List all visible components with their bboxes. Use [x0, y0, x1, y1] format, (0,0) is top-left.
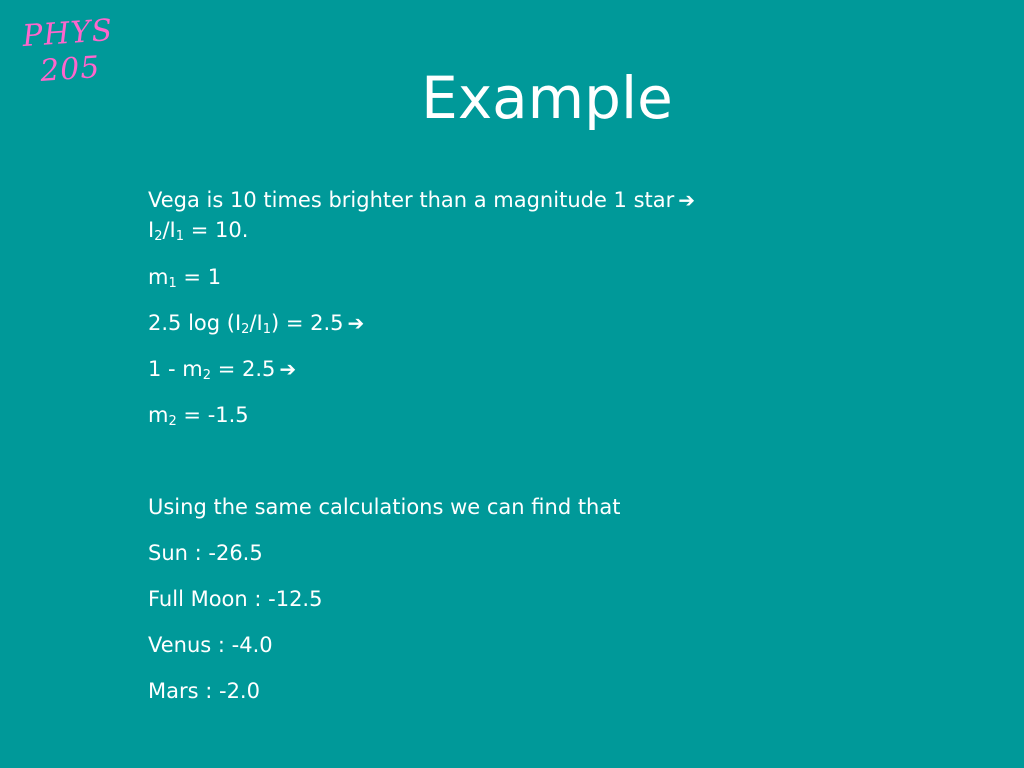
m2eq-sub: 2	[202, 368, 212, 383]
full-moon-magnitude: Full Moon : -12.5	[148, 587, 323, 611]
sun-magnitude: Sun : -26.5	[148, 541, 263, 565]
log-sub-a: 2	[241, 322, 250, 337]
m2eq-a: 1 - m	[148, 357, 203, 381]
m2-result-line	[148, 401, 249, 429]
mars-magnitude: Mars : -2.0	[148, 679, 260, 703]
vega-brightness-line	[148, 186, 695, 214]
log-sub-b: 1	[262, 322, 271, 337]
logo-line-2: 205	[38, 49, 102, 90]
m1-m: m	[148, 265, 169, 289]
calculations-intro: Using the same calculations we can find that	[148, 495, 621, 519]
log-b: /I	[249, 311, 263, 335]
m2-sub: 2	[168, 414, 177, 429]
ratio-sub-b: 1	[175, 229, 185, 244]
m2-equation-line	[148, 355, 296, 383]
m1-line	[148, 263, 221, 291]
slide-title: Example	[421, 64, 673, 132]
log-c: ) = 2.5	[271, 311, 344, 335]
arrow-right-icon: ➔	[678, 188, 696, 212]
ratio-rest: = 10.	[184, 218, 249, 242]
ratio-slash: /I	[162, 218, 176, 242]
venus-magnitude: Venus : -4.0	[148, 633, 273, 657]
m2-m: m	[148, 403, 169, 427]
log-a: 2.5 log (I	[148, 311, 242, 335]
logo-line-1: PHYS	[21, 12, 115, 55]
ratio-i-a: I	[148, 218, 155, 242]
arrow-right-icon: ➔	[279, 357, 297, 381]
ratio-sub-a: 2	[154, 229, 163, 244]
m2eq-b: = 2.5	[211, 357, 276, 381]
arrow-right-icon: ➔	[347, 311, 365, 335]
vega-brightness-text: Vega is 10 times brighter than a magnitude 1 star	[148, 188, 675, 212]
m1-rest: = 1	[176, 265, 222, 289]
m2-rest: = -1.5	[176, 403, 249, 427]
m1-sub: 1	[168, 276, 177, 291]
intensity-ratio-line	[148, 216, 248, 244]
log-equation-line	[148, 309, 364, 337]
